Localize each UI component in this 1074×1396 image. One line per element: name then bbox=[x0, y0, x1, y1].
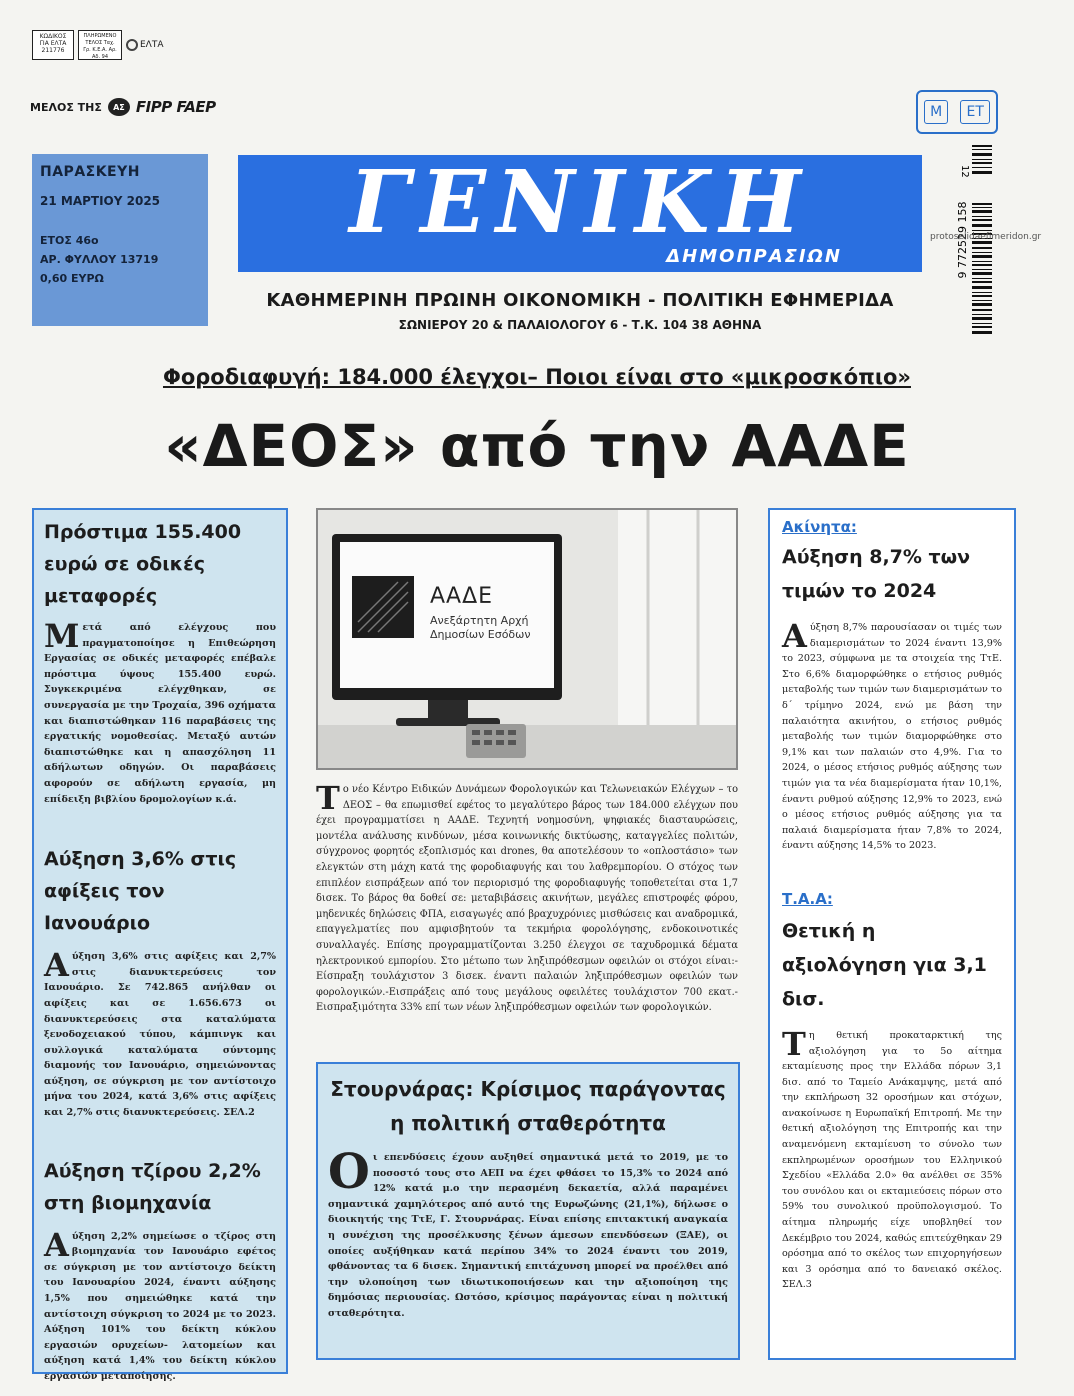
left-s1-body: Μετά από ελέγχους που πραγματοποίησε η Επιθεώρηση Εργασίας σε οδικές μεταφορές επέβαλε πρόστιμα ύψους 155.400 ευρώ. Συγκεκριμένα ελέγχθηκαν, σε συνεργασία με την Τροχαία, 396 οχήματα και διαπιστώθηκαν 116 παραβάσεις της εργατικής νομοθεσίας. Μεταξύ αυτών διαπιστώθηκε και η απασχόληση 11 αδήλωτων οδηγών. Οι παραβάσεις αφορούν σε αδήλωτη εργασία, μη επίδειξη βιβλίου δρομολογίων κ.ά. bbox=[44, 617, 276, 805]
photo-brand: ΑΑΔΕ bbox=[430, 584, 494, 609]
main-headline: «ΔΕΟΣ» από την ΑΑΔΕ bbox=[164, 412, 910, 480]
right-s1-title: Αύξηση 8,7% των τιμών το 2024 bbox=[782, 546, 971, 602]
postal-stamp bbox=[32, 30, 164, 60]
stournaras-body: Οι επενδύσεις έχουν αυξηθεί σημαντικά μετά το 2019, με το ποσοστό τους στο ΑΕΠ να έχει φθάσει το 15,3% το 2024 από 12% κατά μ.ο την περασμένη δεκαετία, αλλά παραμένει σημαντικά χαμηλότερος από αυτό της Ευρωζώνης (21,1%), δήλωσε ο διοικητής της ΤτΕ, Γ. Στουρνάρας. Είναι επίσης επιτακτική αναγκαία η συνέχιση της προσέλκυσης ξένων άμεσων επενδύσεων (ΞΑΕ), οι οποίες αυξήθηκαν κατά περίπου 34% το 2024 έναντι του 2019, φθάνοντας τα 6 δισεκ. Σημαντική επιτάχυνση μπορεί να προέλθει από την υλοποίηση των ιδιωτικοποιήσεων και την αξιοποίηση της δημόσιας περιουσίας. Ωστόσο, κρίσιμος παράγοντας είναι η πολιτική σταθερότητα. bbox=[328, 1144, 728, 1319]
issue-info-box bbox=[32, 154, 208, 326]
issue-price: 0,60 ΕΥΡΩ bbox=[40, 272, 104, 285]
stournaras-box bbox=[316, 1062, 740, 1360]
postage-paid-box: ΠΛΗΡΩΜΕΝΟ ΤΕΛΟΣ Ταχ. Γρ. Κ.Ε.Α. Αρ. Αδ. 94 bbox=[78, 30, 122, 60]
left-s2-title: Αύξηση 3,6% στις αφίξεις τον Ιανουάριο bbox=[44, 848, 237, 935]
left-s2-body: Αύξηση 3,6% στις αφίξεις και 2,7% στις διανυκτερεύσεις τον Ιανουάριο. Σε 742.865 ανήλθαν οι αφίξεις και σε 1.656.673 οι διανυκτερεύσεις στα καταλύματα ξενοδοχειακού τύπου, κάμπινγκ και συλλογικά καταλύματα σύντομης διαμονής τον Ιανουάριο, σημειώνοντας αύξηση, σε σύγκριση με τον αντίστοιχο μήνα του 2024, κατά 3,6% στις αφίξεις και 2,7% στις διανυκτερεύσεις. ΣΕΛ.2 bbox=[44, 946, 276, 1119]
photo-line2: Δημοσίων Εσόδων bbox=[430, 628, 531, 641]
left-s3-body: Αύξηση 2,2% σημείωσε ο τζίρος στη βιομηχανία τον Ιανουάριο εφέτος σε σύγκριση με τον αντίστοιχο δείκτη του Ιανουαρίου 2024, έναντι αύξησης 1,5% που σημειώθηκε κατά την αντίστοιχη σύγκριση το 2024 με το 2023. Αύξηση 101% του δείκτη κύκλου εργασιών ορυχείων- λατομείων και αύξηση κατά 1,4% του δείκτη κύκλου εργασιών μεταποίησης. bbox=[44, 1225, 276, 1382]
postal-code-box: ΚΩΔΙΚΟΣ ΓΙΑ ΕΛΤΑ 211776 bbox=[32, 30, 74, 60]
masthead bbox=[238, 152, 922, 272]
newspaper-subtitle: ΔΗΜΟΠΡΑΣΙΩΝ bbox=[666, 246, 842, 267]
right-label-1: Ακίνητα: bbox=[782, 518, 857, 536]
left-s3-title: Αύξηση τζίρου 2,2% στη βιομηχανία bbox=[44, 1159, 261, 1214]
stournaras-title: Στουρνάρας: Κρίσιμος παράγοντας η πολιτική σταθερότητα bbox=[330, 1077, 726, 1135]
photo-line1: Ανεξάρτητη Αρχή bbox=[430, 614, 529, 627]
issue-year: ΕΤΟΣ 46ο bbox=[40, 234, 99, 247]
elta-icon bbox=[126, 39, 138, 51]
newspaper-name: ΓΕΝΙΚΗ bbox=[349, 152, 811, 253]
membership-line: ΜΕΛΟΣ ΤΗΣ ΑΣ FIPP FAEP bbox=[30, 98, 216, 116]
aseep-logo: ΑΣ bbox=[108, 98, 130, 116]
left-s1-title: Πρόστιμα 155.400 ευρώ σε οδικές μεταφορές bbox=[44, 521, 242, 607]
met-logo: M ET bbox=[916, 90, 998, 134]
elta-logo: ΕΛΤΑ bbox=[126, 39, 164, 51]
kicker-headline: Φοροδιαφυγή: 184.000 έλεγχοι– Ποιοι είναι στο «μικροσκόπιο» bbox=[162, 365, 911, 389]
left-column bbox=[32, 508, 288, 1382]
aade-monitor-photo bbox=[316, 508, 738, 770]
newspaper-tagline: ΚΑΘΗΜΕΡΙΝΗ ΠΡΩΙΝΗ ΟΙΚΟΝΟΜΙΚΗ - ΠΟΛΙΤΙΚΗ ΕΦΗΜΕΡΙΔΑ bbox=[266, 290, 894, 311]
right-column bbox=[768, 508, 1016, 1360]
right-s1-body: Αύξηση 8,7% παρουσίασαν οι τιμές των διαμερισμάτων το 2024 έναντι 13,9% το 2023, σύμφωνα με τα στοιχεία της ΤτΕ. Στο 6,6% διαμορφώθηκε ο ετήσιος ρυθμός μεταβολής των τιμών των διαμερισμάτων το δ΄ τρίμηνο 2024, ενώ με βάση την παλαιότητα ακινήτου, ο ετήσιος ρυθμός μεταβολής των τιμών διαμορφώθηκε στο 9,1% και των παλαιών στο 4,9%. Για το 2024, ο μέσος ετήσιος ρυθμός αύξησης των τιμών για τα νέα διαμερίσματα ήταν 10,1%, έναντι ρυθμού αύξησης 12,9% το 2023, ενώ ο μέσος ετήσιος ρυθμός αύξησης για τα παλαιά διαμερίσματα ήταν 7,8% το 2024, έναντι αύξησης 14,5% το 2023. bbox=[782, 617, 1002, 852]
newspaper-address: ΣΩΝΙΕΡΟΥ 20 & ΠΑΛΑΙΟΛΟΓΟΥ 6 - Τ.Κ. 104 38 ΑΘΗΝΑ bbox=[398, 318, 762, 332]
watermark: protoselidaefimeridon.gr bbox=[930, 232, 1042, 242]
barcode-digits: 9 772529 158 bbox=[956, 201, 969, 279]
center-body: Το νέο Κέντρο Ειδικών Δυνάμεων Φορολογικών και Τελωνειακών Ελέγχων – το ΔΕΟΣ – θα επωμισθεί εφέτος το μεγαλύτερο βάρος των 184.000 ελέγχων που έχει προγραμματίσει η ΑΑΔΕ. Τεχνητή νοημοσύνη, ψηφιακές διασταυρώσεις, μοντέλα ανάλυσης κινδύνων, μέσα κοινωνικής δικτύωσης, καταγγελίες πολιτών, σύγχρονος φορητός εξοπλισμός και drones, θα αποτελέσουν το «οπλοστάσιο» των ελεγκτών στη μάχη κατά της φοροδιαφυγής και του λαθρεμπορίου. Ο στόχος των επιπλέον εισπράξεων από τον περιορισμό της φοροδιαφυγής τοποθετείται στα 1,7 δισεκ. Το βάρος θα δοθεί σε: μεταβιβάσεις ακινήτων, μεγάλες επιστροφές φόρου, μηδενικές δηλώσεις ΦΠΑ, εισαγωγές από βραχυχρόνιες μισθώσεις και αναδρομικά, επαγγελματίες που αμφισβητούν τα τεκμήρια φορολόγησης, ενδοκοινοτικές συναλλαγές. Επίσης προγραμματίζονται 3.250 έλεγχοι σε ταχυδρομικά δέματα ηλεκτρονικού εμπορίου. Στο μέτωπο των ληξιπρόθεσμων οφειλών οι στόχοι είναι:-Είσπραξη τουλάχιστον 3 δισεκ. έναντι παλαιών ληξιπρόθεσμων οφειλών των φορολογικών.-Εισπράξεις από τους μεγάλους οφειλέτες τουλάχιστον 700 εκατ.-Εισπραξιμότητα 33% επί των νέων ληξιπρόθεσμων οφειλών των φορολογικών. bbox=[316, 779, 738, 1014]
right-s2-title: Θετική η αξιολόγηση για 3,1 δισ. bbox=[782, 919, 987, 1010]
right-label-2: Τ.Α.Α: bbox=[782, 889, 833, 908]
issue-day: ΠΑΡΑΣΚΕΥΗ bbox=[40, 164, 140, 180]
issue-tag: 12 bbox=[959, 165, 970, 178]
issue-number: ΑΡ. ΦΥΛΛΟΥ 13719 bbox=[40, 253, 159, 266]
fipp-faep-logo: FIPP FAEP bbox=[135, 98, 216, 116]
center-article bbox=[316, 779, 738, 1016]
issue-date: 21 ΜΑΡΤΙΟΥ 2025 bbox=[40, 194, 161, 208]
right-s2-body: Τη θετική προκαταρκτική της αξιολόγηση για το 5ο αίτημα εκταμίευσης προς την Ελλάδα πόρων 3,1 δισ. από το Ταμείο Ανάκαμψης, μετά από την εκπλήρωση 32 οροσήμων και στόχων, ανακοίνωσε η Ευρωπαϊκή Επιτροπή. Με την θετική αξιολόγηση της Επιτροπής και την αναμενόμενη εκταμίευση το σύνολο των εκπληρωμένων οροσήμων του Ελληνικού Σχεδίου «Ελλάδα 2.0» θα ανέλθει σε 35% του συνόλου και οι εκταμιεύσεις πόρων στο 59% του συνολικού προϋπολογισμού. Το αίτημα πληρωμής είχε υποβληθεί τον Δεκέμβριο του 2024, καθώς επιτεύχθηκαν 29 ορόσημα από το σκέλος των επιχορηγήσεων και 3 ορόσημα από το δανειακό σκέλος. ΣΕΛ.3 bbox=[782, 1024, 1002, 1291]
